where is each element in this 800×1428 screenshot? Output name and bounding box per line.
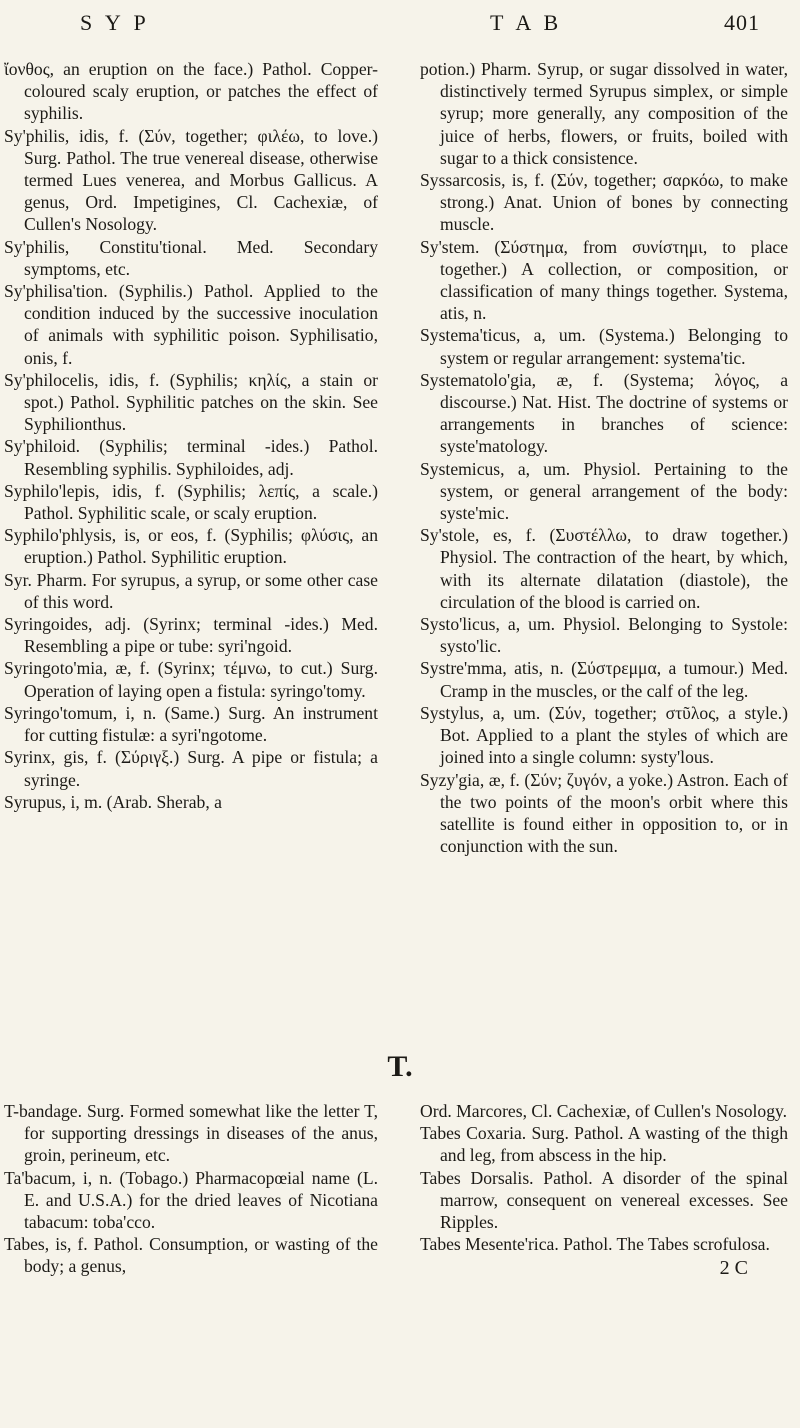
entry: Systre'mma, atis, n. (Σύστρεμμα, a tumour.) Med. Cramp in the muscles, or the calf of the leg. xyxy=(420,658,788,701)
section-letter: T. xyxy=(387,1050,413,1083)
entry: Syringo'tomum, i, n. (Same.) Surg. An instrument for cutting fistulæ: a syri'ngotome. xyxy=(4,702,378,746)
entry: T-bandage. Surg. Formed somewhat like the letter T, for supporting dressings in diseases of the anus, groin, perineum, etc. xyxy=(4,1101,378,1166)
entry: Syr. Pharm. For syrupus, a syrup, or some other case of this word. xyxy=(4,569,378,612)
entry: Syringoto'mia, æ, f. (Syrinx; τέμνω, to cut.) Surg. Operation of laying open a fistula: syringo'tomy. xyxy=(4,658,378,701)
header-right: T A B xyxy=(490,10,563,35)
entry: Tabes Mesente'rica. Pathol. The Tabes scrofulosa. xyxy=(420,1234,770,1255)
entry: Syrupus, i, m. (Arab. Sherab, a xyxy=(4,791,222,812)
entry: Sy'philis, idis, f. (Σύν, together; φιλέω, to love.) Surg. Pathol. The true venereal disease, otherwise termed Lues venerea, and Morbus Gallicus. A genus, Ord. Impetigines, Cl. Cachexiæ, of Cullen's Nosology. xyxy=(4,125,378,235)
entry: Systo'licus, a, um. Physiol. Belonging to Systole: systo'lic. xyxy=(420,614,788,657)
entry: Syringoides, adj. (Syrinx; terminal -ides.) Med. Resembling a pipe or tube: syri'ngoid. xyxy=(4,614,378,657)
entry: Ord. Marcores, Cl. Cachexiæ, of Cullen's Nosology. xyxy=(420,1101,788,1121)
header-left: S Y P xyxy=(80,10,150,35)
entry: Systema'ticus, a, um. (Systema.) Belonging to system or regular arrangement: systema'tic. xyxy=(420,325,788,368)
entry: Sy'philisa'tion. (Syphilis.) Pathol. Applied to the condition induced by the successive inoculation of animals with syphilitic poison. Syphilisatio, onis, f. xyxy=(4,281,378,368)
entry: Tabes Coxaria. Surg. Pathol. A wasting of the thigh and leg, from abscess in the hip. xyxy=(420,1123,788,1166)
entry: Sy'philis, Constitu'tional. Med. Secondary symptoms, etc. xyxy=(4,236,378,279)
entry: Sy'stole, es, f. (Συστέλλω, to draw together.) Physiol. The contraction of the heart, by which, with its alternate dilatation (diastole), the circulation of the blood is carried on. xyxy=(420,525,788,612)
entry: Systemicus, a, um. Physiol. Pertaining to the system, or general arrangement of the body: syste'mic. xyxy=(420,458,788,524)
entry: Syphilo'phlysis, is, or eos, f. (Syphilis; φλύσις, an eruption.) Pathol. Syphilitic eruption. xyxy=(4,525,378,568)
entry: Ta'bacum, i, n. (Tobago.) Pharmacopœial name (L. E. and U.S.A.) for the dried leaves of Nicotiana tabacum: toba'cco. xyxy=(4,1167,378,1233)
entry: Syrinx, gis, f. (Σύριγξ.) Surg. A pipe or fistula; a syringe. xyxy=(4,747,378,790)
left-column-bottom xyxy=(4,1100,378,1278)
entry: Systylus, a, um. (Σύν, together; στῦλος, a style.) Bot. Applied to a plant the styles of which are joined into a single column: systy'lous. xyxy=(420,702,788,768)
entry: Syzy'gia, æ, f. (Σύν; ζυγόν, a yoke.) Astron. Each of the two points of the moon's orbit where this satellite is found either in opposition to, or in conjunction with the sun. xyxy=(420,769,788,857)
entry: Tabes, is, f. Pathol. Consumption, or wasting of the body; a genus, xyxy=(4,1234,378,1277)
right-column-bottom xyxy=(420,1100,788,1280)
left-column-top xyxy=(4,58,378,813)
entry: Sy'philoid. (Syphilis; terminal -ides.) Pathol. Resembling syphilis. Syphiloides, adj. xyxy=(4,436,378,479)
entry: Tabes Dorsalis. Pathol. A disorder of the spinal marrow, consequent on venereal excesses. See Ripples. xyxy=(420,1167,788,1233)
entry: Sy'philocelis, idis, f. (Syphilis; κηλίς, a stain or spot.) Pathol. Syphilitic patches on the skin. See Syphilionthus. xyxy=(4,369,378,435)
running-header xyxy=(0,10,800,46)
entry: Syphilo'lepis, idis, f. (Syphilis; λεπίς, a scale.) Pathol. Syphilitic scale, or scaly eruption. xyxy=(4,480,378,524)
entry: Systematolo'gia, æ, f. (Systema; λόγος, a discourse.) Nat. Hist. The doctrine of systems or arrangements in branches of science: syste'matology. xyxy=(420,369,788,457)
right-column-top xyxy=(420,58,788,857)
entry: potion.) Pharm. Syrup, or sugar dissolved in water, distinctively termed Syrupus simplex, or simple syrup; more generally, any composition of the juice of herbs, flowers, or fruits, boiled with sugar to a thick consistence. xyxy=(420,59,788,168)
entry: ἴονθος, an eruption on the face.) Pathol. Copper-coloured scaly eruption, or patches the effect of syphilis. xyxy=(4,59,378,124)
signature-mark: 2 C xyxy=(719,1257,748,1280)
entry: Syssarcosis, is, f. (Σύν, together; σαρκόω, to make strong.) Anat. Union of bones by connecting muscle. xyxy=(420,170,788,235)
page-number: 401 xyxy=(724,10,760,35)
entry: Sy'stem. (Σύστημα, from συνίστημι, to place together.) A collection, or composition, or classification of many things together. Systema, atis, n. xyxy=(420,236,788,324)
